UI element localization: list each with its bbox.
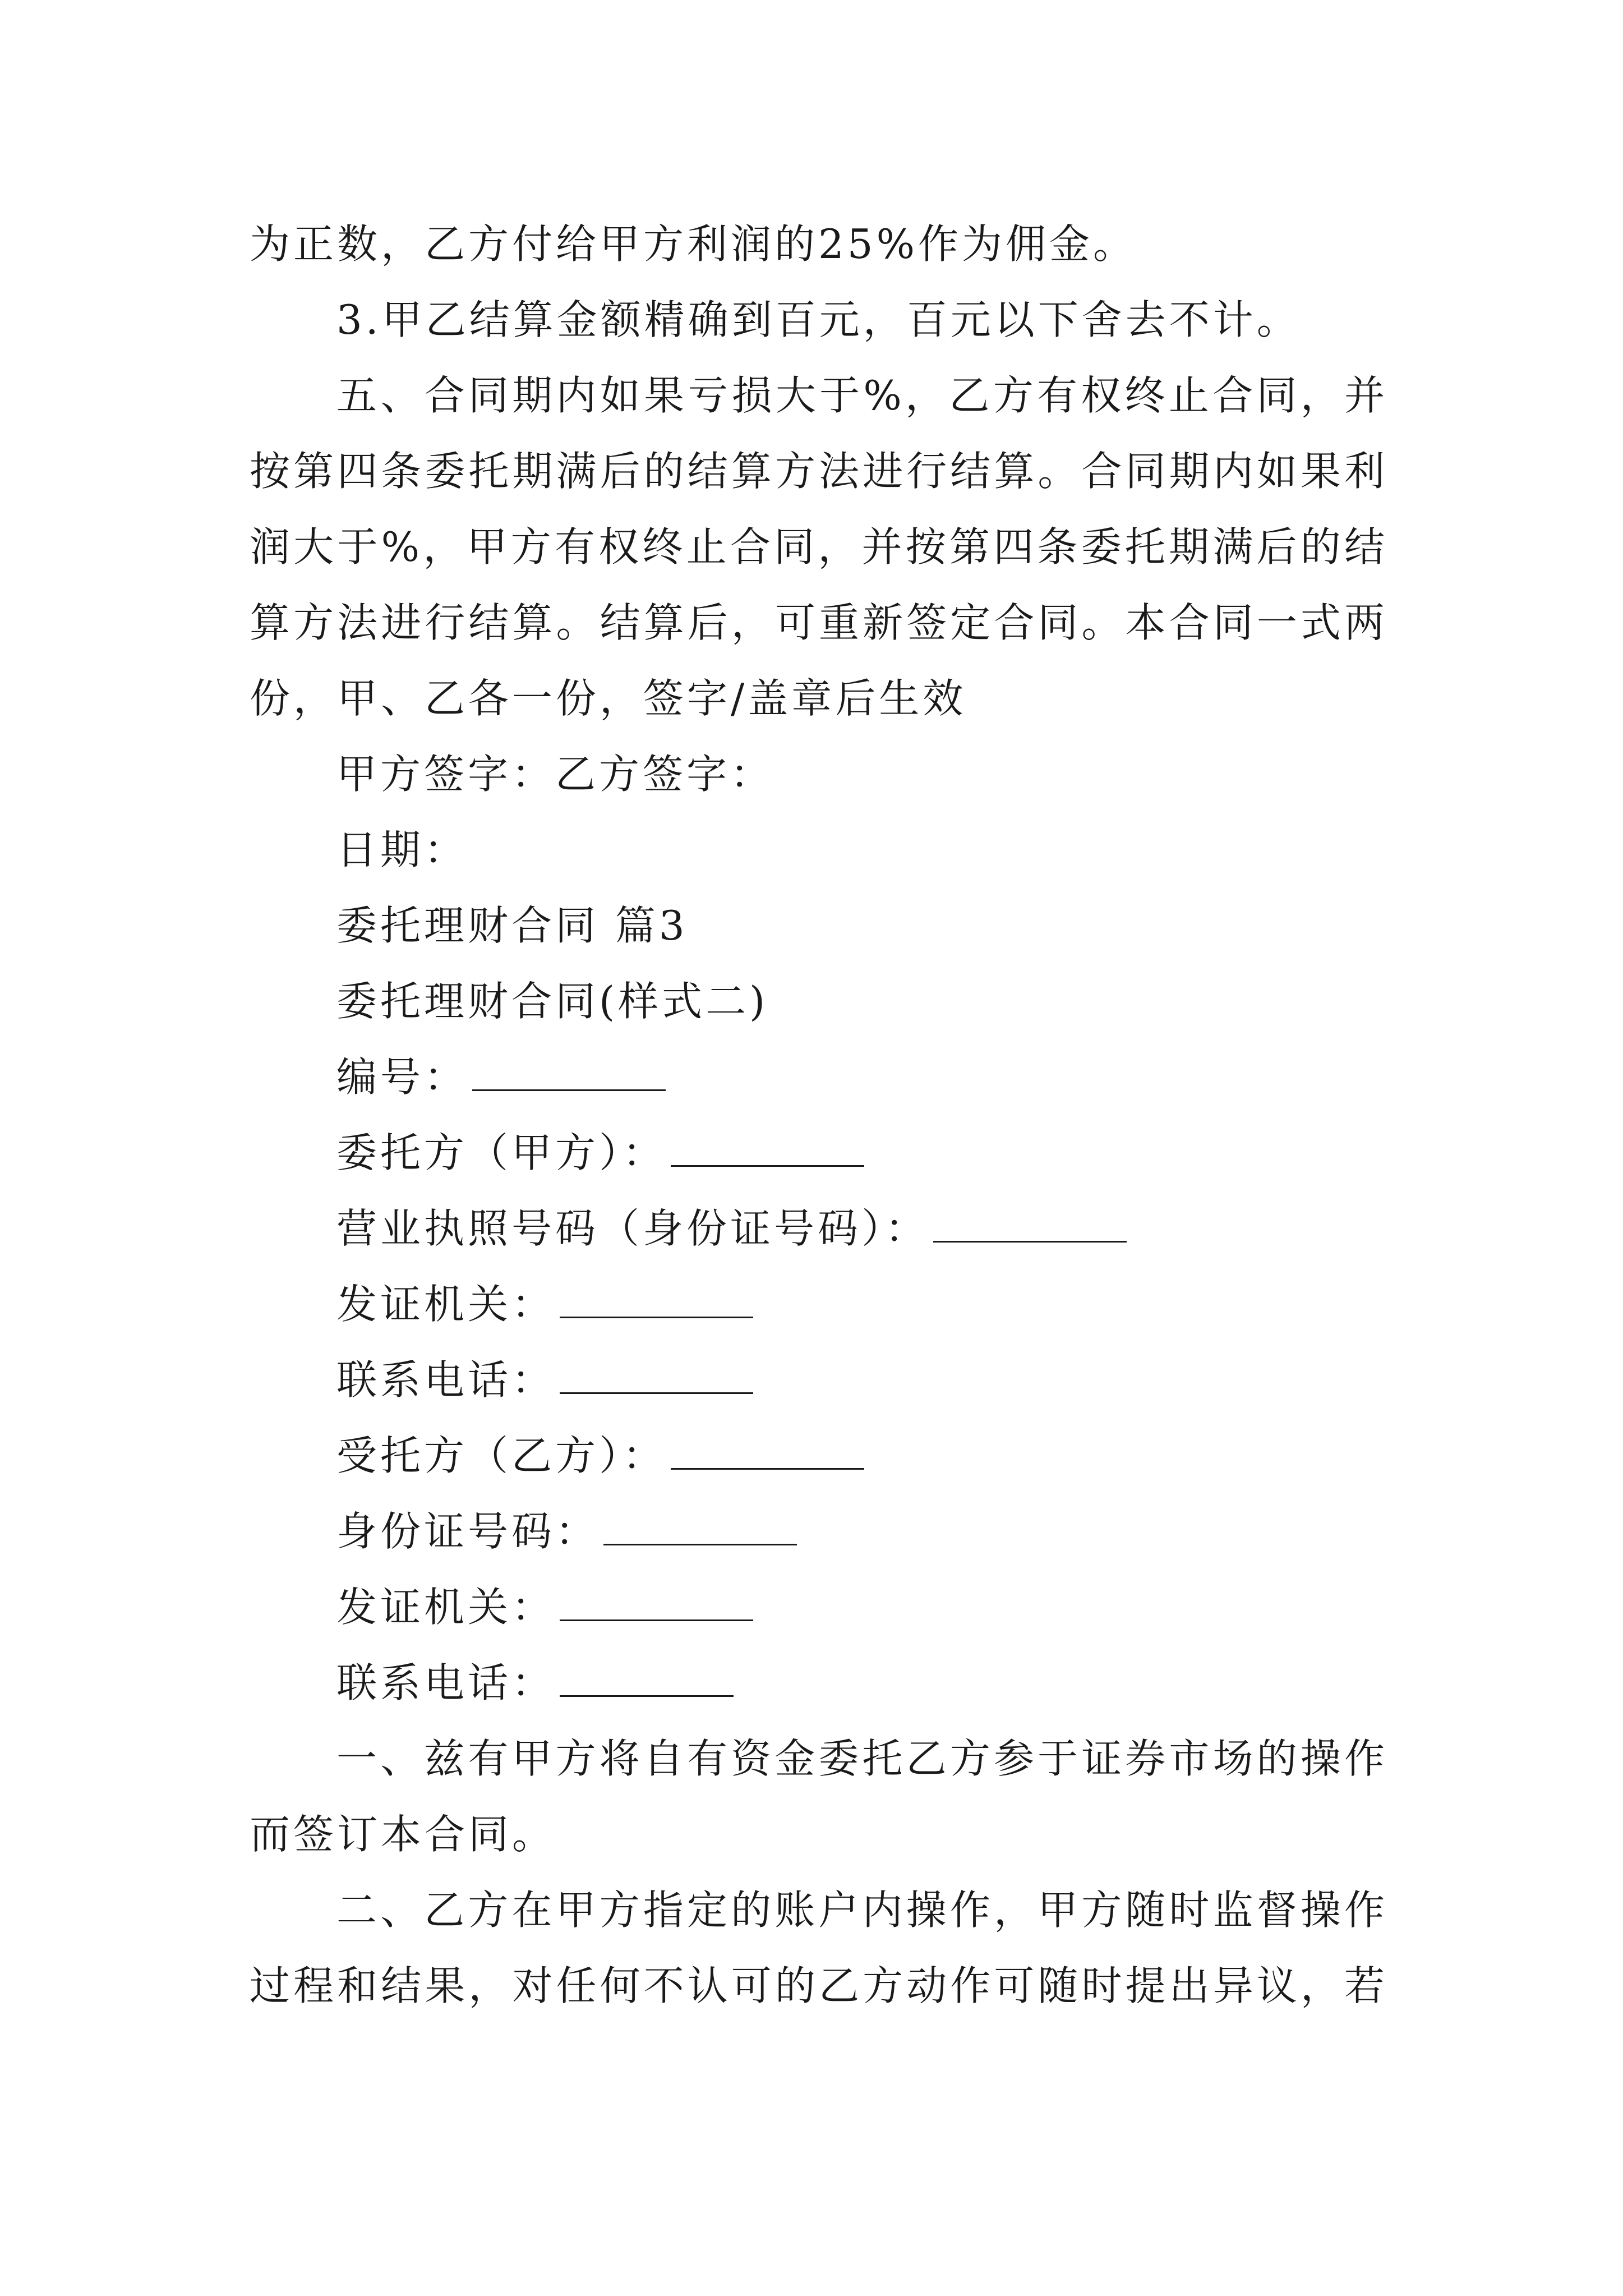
field-label: 联系电话： — [336, 1356, 556, 1404]
form-field-phone-2 — [336, 1658, 1475, 1708]
blank-line[interactable] — [671, 1433, 864, 1470]
signature-line: 甲方签字：乙方签字： — [336, 751, 774, 798]
text-line: 按第四条委托期满后的结算方法进行结算。合同期内如果利 — [250, 448, 1388, 495]
blank-line[interactable] — [603, 1509, 797, 1545]
form-field-license — [336, 1203, 1475, 1254]
blank-line[interactable] — [560, 1585, 753, 1621]
form-field-number — [336, 1052, 1475, 1102]
clause-line: 一、兹有甲方将自有资金委托乙方参于证券市场的操作 — [336, 1735, 1388, 1782]
text-line: 3.甲乙结算金额精确到百元，百元以下舍去不计。 — [336, 296, 1301, 343]
field-label: 受托方（乙方）： — [336, 1432, 667, 1479]
blank-line[interactable] — [560, 1358, 753, 1394]
blank-line[interactable] — [671, 1130, 864, 1167]
field-label: 委托方（甲方）： — [336, 1129, 667, 1176]
clause-line: 二、乙方在甲方指定的账户内操作，甲方随时监督操作 — [336, 1887, 1388, 1934]
section-heading: 委托理财合同 篇3 — [336, 902, 688, 949]
field-label: 编号： — [336, 1053, 468, 1101]
form-field-phone — [336, 1355, 1475, 1405]
field-label: 联系电话： — [336, 1659, 556, 1706]
form-field-id — [336, 1506, 1475, 1557]
date-line: 日期： — [336, 826, 468, 873]
clause-line: 过程和结果，对任何不认可的乙方动作可随时提出异议，若 — [250, 1962, 1388, 2009]
field-label: 发证机关： — [336, 1281, 556, 1328]
text-line: 五、合同期内如果亏损大于%，乙方有权终止合同，并 — [336, 372, 1388, 419]
field-label: 身份证号码： — [336, 1508, 600, 1555]
blank-line[interactable] — [560, 1282, 753, 1318]
field-label: 发证机关： — [336, 1584, 556, 1631]
text-line: 润大于%，甲方有权终止合同，并按第四条委托期满后的结 — [250, 523, 1388, 570]
text-line: 份，甲、乙各一份，签字/盖章后生效 — [250, 675, 967, 722]
field-label: 营业执照号码（身份证号码）： — [336, 1205, 929, 1252]
text-line: 为正数，乙方付给甲方利润的25%作为佣金。 — [250, 220, 1137, 268]
text-line: 算方法进行结算。结算后，可重新签定合同。本合同一式两 — [250, 599, 1388, 646]
form-field-issuer-2 — [336, 1582, 1475, 1632]
contract-title: 委托理财合同(样式二) — [336, 978, 769, 1025]
form-field-issuer — [336, 1279, 1475, 1329]
form-field-agent — [336, 1430, 1475, 1481]
clause-line: 而签订本合同。 — [250, 1811, 556, 1858]
blank-line[interactable] — [560, 1660, 734, 1697]
blank-line[interactable] — [933, 1206, 1127, 1243]
form-field-principal — [336, 1128, 1475, 1178]
blank-line[interactable] — [472, 1055, 666, 1091]
